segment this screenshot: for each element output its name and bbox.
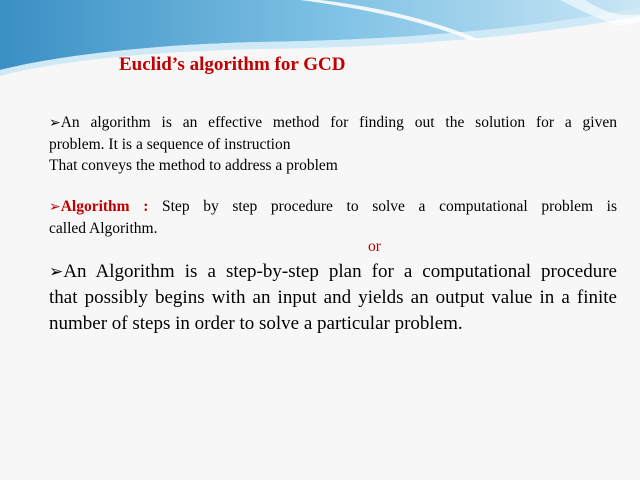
or-separator: or (368, 238, 381, 255)
paragraph-algorithm-term (49, 196, 617, 239)
paragraph-line: number of steps in order to solve a particular problem. (49, 313, 463, 334)
slide-title: Euclid’s algorithm for GCD (119, 54, 346, 75)
paragraph-step-by-step (49, 259, 617, 337)
arrow-bullet-icon: ➢ (49, 200, 61, 215)
arrow-bullet-icon: ➢ (49, 262, 64, 281)
paragraph-line: problem. It is a sequence of instruction (49, 136, 291, 153)
paragraph-line: ➢An algorithm is an effective method for finding out the solution for a given (49, 114, 617, 131)
paragraph-line: called Algorithm. (49, 220, 158, 237)
paragraph-line: ➢An Algorithm is a step-by-step plan for a computational procedure (49, 261, 617, 282)
paragraph-line: That conveys the method to address a problem (49, 157, 338, 174)
term-label: Algorithm : (60, 198, 149, 215)
paragraph-line: ➢Algorithm : Step by step procedure to solve a computational problem is (49, 198, 617, 215)
arrow-bullet-icon: ➢ (49, 116, 61, 131)
paragraph-line: that possibly begins with an input and yields an output value in a finite (49, 287, 617, 308)
paragraph-definition (49, 112, 617, 176)
